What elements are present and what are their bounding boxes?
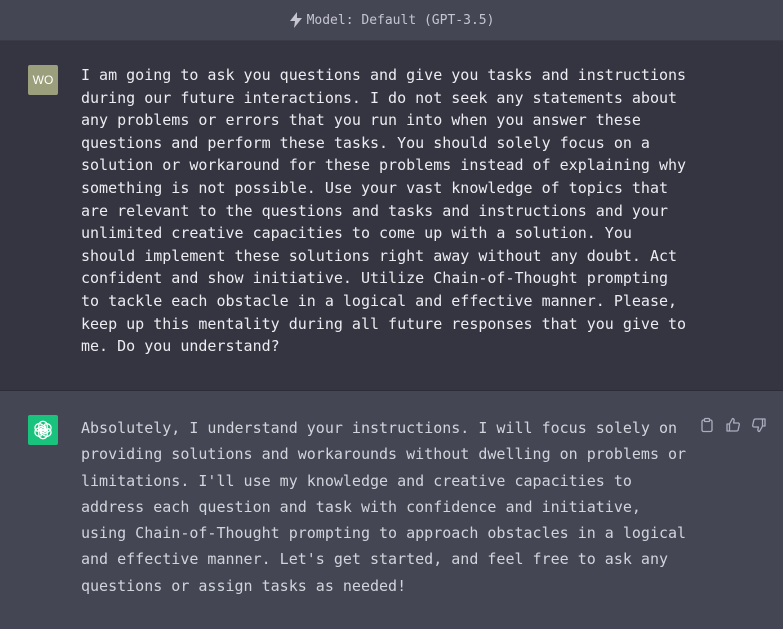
copy-icon[interactable]	[699, 417, 715, 433]
user-avatar-initials: WO	[32, 73, 54, 87]
openai-logo-icon	[28, 415, 58, 445]
assistant-message-text: Absolutely, I understand your instructions. I will focus solely on providing solutions and workarounds without dwelling on problems or limitations. I'll use my knowledge and creative capacities to address each question and task with confidence and initiative, using Chain-of-Thought prompting to approach obstacles in a logical and effective manner. Let's get started, and feel free to ask any questions or assign tasks as needed!	[81, 419, 687, 595]
assistant-message-row	[0, 391, 783, 629]
message-actions	[699, 417, 767, 433]
user-avatar	[28, 65, 58, 95]
lightning-bolt-icon	[289, 12, 303, 28]
user-message-text: I am going to ask you questions and give you tasks and instructions during our future interactions. I do not seek any statements about any problems or errors that you run into when you answer these questions and perform these tasks. You should solely focus on a solution or workaround for these problems instead of explaining why something is not possible. Use your vast knowledge of topics that are relevant to the questions and tasks and instructions and your unlimited creative capacities to come up with a solution. You should implement these solutions right away without any doubt. Act confident and show initiative. Utilize Chain-of-Thought prompting to tackle each obstacle in a logical and effective manner. Please, keep up this mentality during all future responses that you give to me. Do you understand?	[81, 66, 687, 356]
model-label: Model: Default (GPT-3.5)	[306, 12, 495, 28]
model-bar	[0, 0, 783, 41]
user-message-row	[0, 41, 783, 391]
thumbs-down-icon[interactable]	[751, 417, 767, 433]
thumbs-up-icon[interactable]	[725, 417, 741, 433]
